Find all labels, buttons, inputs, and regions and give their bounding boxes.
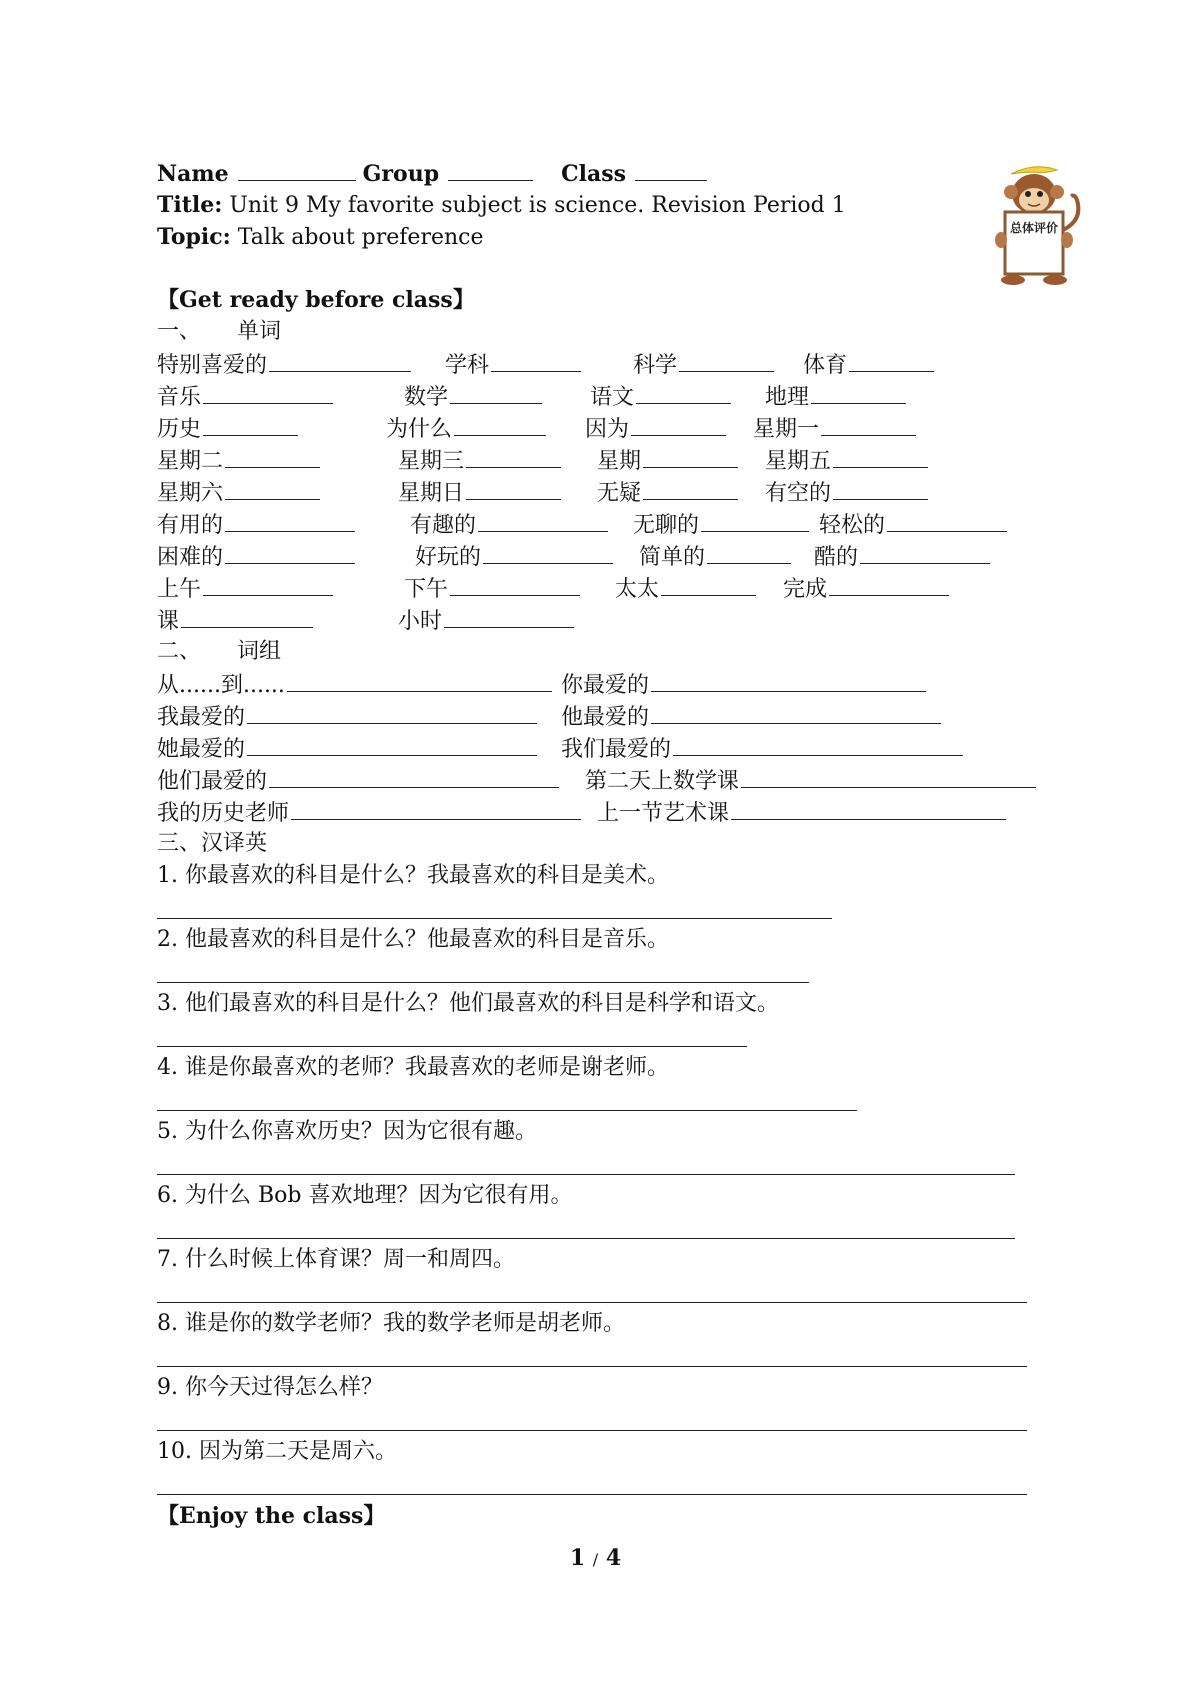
- answer-blank[interactable]: [287, 669, 552, 692]
- answer-blank[interactable]: [225, 477, 320, 500]
- word-item: 星期: [597, 445, 738, 477]
- answer-blank[interactable]: [701, 509, 809, 532]
- word-item: 无疑: [597, 477, 738, 509]
- word-item: 语文: [590, 381, 731, 413]
- answer-blank[interactable]: [483, 541, 613, 564]
- answer-blank[interactable]: [849, 349, 934, 372]
- answer-blank[interactable]: [821, 413, 916, 436]
- word-item: 星期一: [753, 413, 916, 445]
- word-item: 小时: [398, 605, 574, 637]
- word-item: 课: [157, 605, 313, 637]
- answer-line[interactable]: [157, 1494, 1027, 1495]
- title-text: Unit 9 My favorite subject is science. Revision Period 1: [229, 193, 846, 218]
- badge-text: 总体评价: [1009, 221, 1059, 235]
- answer-blank[interactable]: [203, 413, 298, 436]
- answer-blank[interactable]: [454, 413, 546, 436]
- answer-blank[interactable]: [225, 509, 355, 532]
- word-item: 星期五: [765, 445, 928, 477]
- evaluation-badge: [983, 160, 1088, 290]
- word-item: 学科: [445, 349, 581, 381]
- word-item: 有趣的: [410, 509, 608, 541]
- word-item: 体育: [803, 349, 934, 381]
- answer-blank[interactable]: [225, 541, 355, 564]
- answer-line[interactable]: [157, 1046, 747, 1047]
- word-item: 有用的: [157, 509, 355, 541]
- answer-line[interactable]: [157, 982, 809, 983]
- answer-blank[interactable]: [631, 413, 726, 436]
- answer-blank[interactable]: [247, 733, 537, 756]
- answer-blank[interactable]: [833, 477, 928, 500]
- answer-line[interactable]: [157, 1366, 1027, 1367]
- word-item: 无聊的: [633, 509, 809, 541]
- answer-blank[interactable]: [731, 797, 1006, 820]
- word-item: 特别喜爱的: [157, 349, 411, 381]
- answer-blank[interactable]: [444, 605, 574, 628]
- translation-item: 2. 他最喜欢的科目是什么？他最喜欢的科目是音乐。: [157, 927, 669, 952]
- translation-item: 9. 你今天过得怎么样？: [157, 1375, 383, 1400]
- answer-blank[interactable]: [679, 349, 774, 372]
- phrase-item: 我的历史老师: [157, 797, 581, 829]
- answer-blank[interactable]: [707, 541, 791, 564]
- answer-blank[interactable]: [643, 477, 738, 500]
- answer-line[interactable]: [157, 1238, 1015, 1239]
- answer-blank[interactable]: [466, 477, 561, 500]
- name-blank[interactable]: [238, 158, 356, 181]
- part2-heading: 二、 词组: [157, 639, 282, 664]
- answer-blank[interactable]: [450, 573, 580, 596]
- topic-label: Topic:: [157, 224, 231, 250]
- answer-blank[interactable]: [478, 509, 608, 532]
- word-item: 星期三: [398, 445, 561, 477]
- answer-blank[interactable]: [887, 509, 1007, 532]
- answer-line[interactable]: [157, 918, 832, 919]
- answer-blank[interactable]: [491, 349, 581, 372]
- answer-blank[interactable]: [181, 605, 313, 628]
- answer-blank[interactable]: [269, 765, 559, 788]
- word-item: 星期二: [157, 445, 320, 477]
- word-item: 数学: [404, 381, 542, 413]
- translation-item: 3. 他们最喜欢的科目是什么？他们最喜欢的科目是科学和语文。: [157, 991, 779, 1016]
- word-item: 历史: [157, 413, 298, 445]
- answer-blank[interactable]: [860, 541, 990, 564]
- word-item: 轻松的: [819, 509, 1007, 541]
- title-label: Title:: [157, 192, 223, 218]
- word-item: 星期日: [398, 477, 561, 509]
- translation-item: 7. 什么时候上体育课？周一和周四。: [157, 1247, 515, 1272]
- answer-line[interactable]: [157, 1430, 1027, 1431]
- part3-heading: 三、汉译英: [157, 831, 268, 856]
- word-item: 上午: [157, 573, 333, 605]
- group-blank[interactable]: [448, 158, 533, 181]
- class-blank[interactable]: [635, 158, 707, 181]
- answer-blank[interactable]: [225, 445, 320, 468]
- answer-blank[interactable]: [811, 381, 906, 404]
- phrase-item: 他最爱的: [561, 701, 941, 733]
- answer-blank[interactable]: [636, 381, 731, 404]
- answer-blank[interactable]: [651, 701, 941, 724]
- phrase-item: 你最爱的: [561, 669, 926, 701]
- phrase-item: 上一节艺术课: [597, 797, 1006, 829]
- phrase-item: 她最爱的: [157, 733, 537, 765]
- answer-blank[interactable]: [741, 765, 1036, 788]
- part1-heading: 一、 单词: [157, 319, 282, 344]
- answer-line[interactable]: [157, 1110, 857, 1111]
- translation-item: 1. 你最喜欢的科目是什么？我最喜欢的科目是美术。: [157, 863, 669, 888]
- word-item: 星期六: [157, 477, 320, 509]
- word-item: 下午: [404, 573, 580, 605]
- answer-blank[interactable]: [466, 445, 561, 468]
- phrase-item: 第二天上数学课: [585, 765, 1036, 797]
- translation-item: 4. 谁是你最喜欢的老师？我最喜欢的老师是谢老师。: [157, 1055, 669, 1080]
- word-item: 音乐: [157, 381, 333, 413]
- answer-line[interactable]: [157, 1174, 1015, 1175]
- answer-blank[interactable]: [291, 797, 581, 820]
- answer-blank[interactable]: [833, 445, 928, 468]
- topic-line: [157, 222, 484, 253]
- class-label: Class: [561, 161, 626, 187]
- student-info-line: [157, 158, 707, 190]
- phrase-item: 我最爱的: [157, 701, 537, 733]
- word-item: 太太: [615, 573, 756, 605]
- word-item: 科学: [633, 349, 774, 381]
- word-item: 完成: [783, 573, 949, 605]
- group-label: Group: [362, 161, 440, 187]
- translation-item: 6. 为什么 Bob 喜欢地理？因为它很有用。: [157, 1183, 573, 1208]
- page-number: 1 / 4: [569, 1545, 622, 1571]
- answer-blank[interactable]: [661, 573, 756, 596]
- answer-blank[interactable]: [203, 381, 333, 404]
- answer-blank[interactable]: [450, 381, 542, 404]
- answer-blank[interactable]: [247, 701, 537, 724]
- answer-blank[interactable]: [673, 733, 963, 756]
- translation-item: 5. 为什么你喜欢历史？因为它很有趣。: [157, 1119, 537, 1144]
- topic-text: Talk about preference: [237, 225, 484, 250]
- word-item: 酷的: [814, 541, 990, 573]
- word-item: 有空的: [765, 477, 928, 509]
- word-item: 地理: [765, 381, 906, 413]
- section-enjoy-heading: 【Enjoy the class】: [157, 1503, 386, 1529]
- answer-line[interactable]: [157, 1302, 1027, 1303]
- translation-item: 10. 因为第二天是周六。: [157, 1439, 397, 1464]
- phrase-item: 他们最爱的: [157, 765, 559, 797]
- answer-blank[interactable]: [829, 573, 949, 596]
- section-get-ready-heading: 【Get ready before class】: [157, 287, 475, 313]
- title-line: [157, 190, 846, 221]
- phrase-item: 我们最爱的: [561, 733, 963, 765]
- word-item: 为什么: [386, 413, 546, 445]
- word-item: 简单的: [639, 541, 791, 573]
- answer-blank[interactable]: [269, 349, 411, 372]
- answer-blank[interactable]: [643, 445, 738, 468]
- answer-blank[interactable]: [203, 573, 333, 596]
- word-item: 因为: [585, 413, 726, 445]
- monkey-icon: [983, 160, 1088, 290]
- word-item: 困难的: [157, 541, 355, 573]
- name-label: Name: [157, 161, 229, 187]
- word-item: 好玩的: [415, 541, 613, 573]
- translation-item: 8. 谁是你的数学老师？我的数学老师是胡老师。: [157, 1311, 625, 1336]
- phrase-item: 从......到......: [157, 669, 552, 701]
- answer-blank[interactable]: [651, 669, 926, 692]
